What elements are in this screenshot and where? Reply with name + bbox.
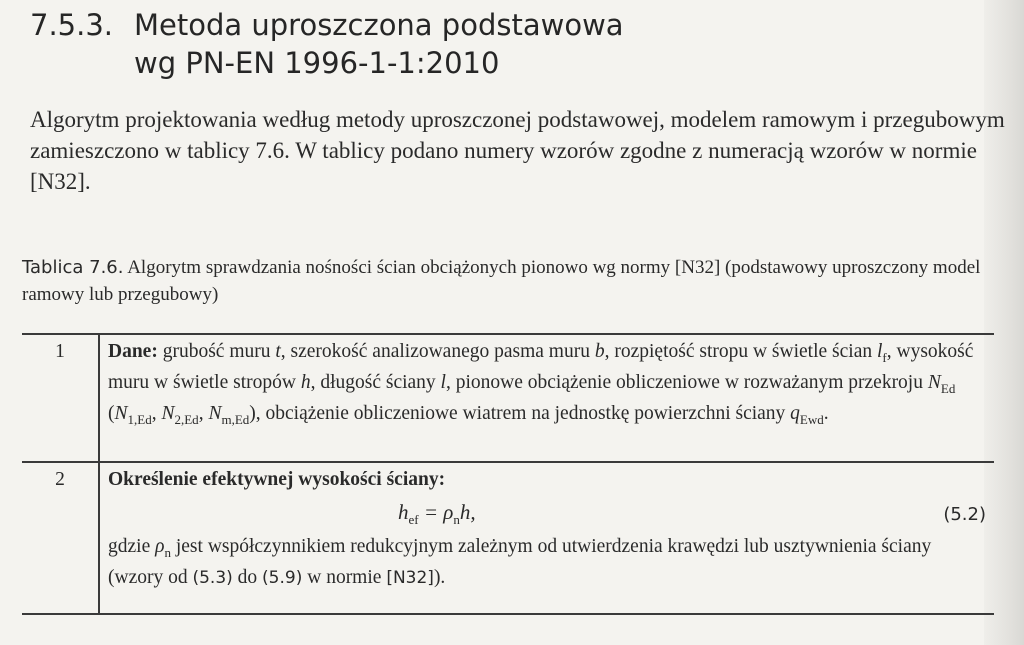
row-label: Określenie efektywnej wysokości ściany: <box>108 469 446 490</box>
text-run: w normie <box>302 566 387 588</box>
subscript: m,Ed <box>221 411 250 427</box>
text-run: ). <box>433 566 446 588</box>
section-heading <box>30 6 624 82</box>
row-number: 2 <box>22 462 99 614</box>
eq-lhs: h <box>398 500 409 524</box>
table-row <box>22 462 994 614</box>
text-run: , szerokość analizowanego pasma muru <box>280 341 595 362</box>
section-number: 7.5.3. <box>30 8 114 42</box>
text-run: , rozpiętość stropu w świetle ścian <box>604 341 877 362</box>
subscript: 1,Ed <box>127 411 152 427</box>
subscript: n <box>453 512 460 528</box>
subscript: n <box>164 544 171 560</box>
equation-line <box>108 498 986 534</box>
symbol-l: l <box>440 371 446 393</box>
table-row <box>22 334 994 462</box>
text-run: , długość ściany <box>310 371 441 393</box>
row-content <box>99 334 994 462</box>
symbol-h: h <box>300 371 311 393</box>
table-caption-text: Algorytm sprawdzania nośności ścian obciążonych pionowo wg normy [N32] (podstawowy uproszczony model ramowy lub przegubowy) <box>22 257 981 305</box>
text-run: grubość muru <box>157 341 276 362</box>
formula-ref: (5.3) <box>192 567 233 588</box>
symbol-Nm: N <box>208 402 222 424</box>
table-caption <box>22 254 1012 308</box>
section-title-line2: wg PN-EN 1996-1-1:2010 <box>134 46 500 80</box>
text-run: jest współczynnikiem redukcyjnym zależnym od utwierdzenia krawędzi lub usztywnienia ściany (wzory od <box>108 536 932 588</box>
symbol-t: t <box>275 341 281 362</box>
text-run: , pionowe obciążenie obliczeniowe w rozważanym przekroju <box>445 371 928 393</box>
symbol-N1: N <box>114 402 128 424</box>
algorithm-table <box>22 333 994 615</box>
text-run: do <box>232 566 263 588</box>
subscript: ef <box>408 512 419 528</box>
subscript: f <box>882 349 887 365</box>
text-run: ( <box>108 402 115 424</box>
text-run: , <box>151 402 162 424</box>
intro-paragraph: Algorytm projektowania według metody uproszczonej podstawowej, modelem ramowym i przegubowym zamieszczono w tablicy 7.6. W tablicy podano numery wzorów zgodne z numeracją wzorów w normie [N32]. <box>30 107 1005 194</box>
table-caption-label: Tablica 7.6. <box>22 257 124 278</box>
text-run: , <box>198 402 209 424</box>
row-label: Dane: <box>108 341 158 362</box>
row-content <box>99 462 994 614</box>
symbol-lf: l <box>876 341 883 362</box>
formula-ref: (5.9) <box>262 567 303 588</box>
row-number: 1 <box>22 334 99 462</box>
subscript: 2,Ed <box>174 411 199 427</box>
text-run: , wysokość muru w świetle stropów <box>108 341 974 393</box>
norm-ref: [N32] <box>386 567 434 588</box>
text-run: . <box>823 402 829 424</box>
equation-number: (5.2) <box>943 504 986 525</box>
text-run: ), obciążenie obliczeniowe wiatrem na jednostkę powierzchni ściany <box>249 402 791 424</box>
equation <box>398 500 476 532</box>
symbol-q: q <box>790 402 800 424</box>
section-title-line1: Metoda uproszczona podstawowa <box>134 8 624 42</box>
eq-rhs: h, <box>459 500 476 524</box>
subscript: Ed <box>940 380 956 396</box>
symbol-b: b <box>594 341 605 362</box>
text-run: gdzie <box>108 536 156 557</box>
subscript: Ewd <box>799 411 824 427</box>
row-explanation <box>108 534 986 591</box>
symbol-N2: N <box>161 402 175 424</box>
symbol-N: N <box>927 371 941 393</box>
symbol-rho: ρ <box>155 536 165 557</box>
eq-mid: = ρ <box>418 500 454 524</box>
